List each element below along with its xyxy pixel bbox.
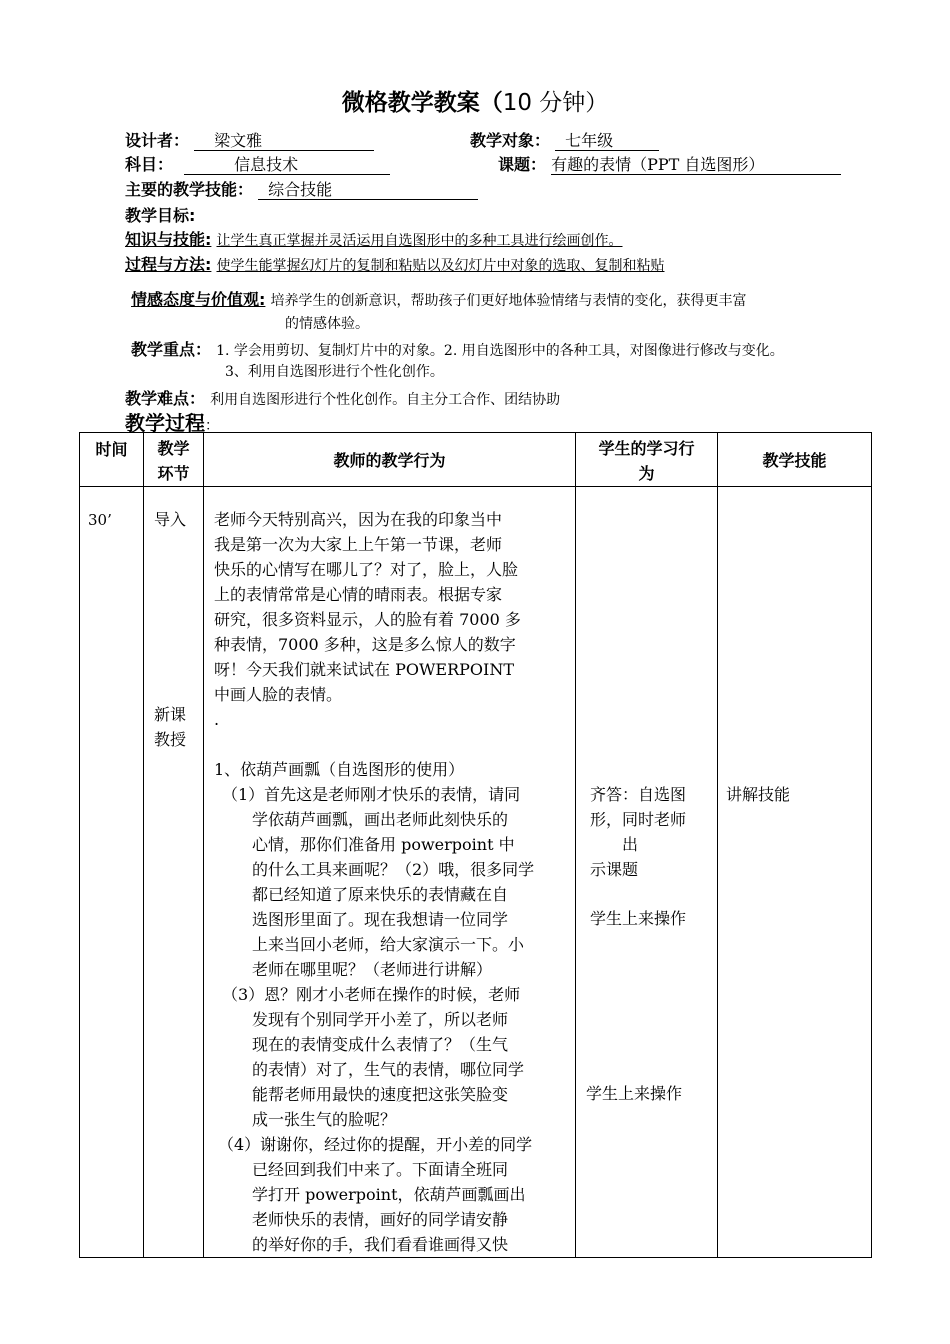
teacher-text-line: 的什么工具来画呢？（2）哦，很多同学 [252,860,535,879]
teaching-process-table [79,432,872,1258]
teacher-text-line: 快乐的心情写在哪儿了？对了，脸上，人脸 [214,560,519,579]
header-time: 时间 [80,433,144,487]
teacher-text-line: 呀！今天我们就来试试在 POWERPOINT [214,660,515,679]
topic-row [498,152,841,175]
teacher-text-line: 选图形里面了。现在我想请一位同学 [252,910,509,929]
teacher-text-line: 中画人脸的表情。 [214,685,343,704]
teacher-text-line: . [214,710,220,729]
designer-value: 梁文雅 [194,131,374,151]
teacher-text-line: 研究，很多资料显示，人的脸有着 7000 多 [214,610,521,629]
time-cell: 30’ [80,487,144,1258]
teacher-text-line: 上的表情常常是心情的晴雨表。根据专家 [214,585,503,604]
attitude-label: 情感态度与价值观: [131,290,266,309]
skill-cell [718,487,872,1258]
teacher-text-line: 成一张生气的脸呢？ [252,1110,397,1129]
key-row [131,337,784,360]
teacher-text-line: 能帮老师用最快的速度把这张笑脸变 [252,1085,509,1104]
teacher-text-line [214,732,575,757]
skill-value-cell: 讲解技能 [726,785,791,804]
student-line-2: 形，同时老师 [590,810,687,829]
stage-cell [144,487,204,1258]
designer-label: 设计者： [125,131,190,150]
header-student: 学生的学习行 为 [576,433,718,487]
difficulty-row [125,386,560,409]
header-skill: 教学技能 [718,433,872,487]
student-line-6: 学生上来操作 [586,1084,683,1103]
teacher-text-line: 的举好你的手，我们看看谁画得又快 [252,1235,509,1254]
subject-value: 信息技术 [184,155,390,175]
teacher-cell [204,487,576,1258]
subject-label: 科目： [125,155,174,174]
table-header-row [80,433,872,487]
teacher-text-line: 上来当回小老师，给大家演示一下。小 [252,935,525,954]
student-cell [576,487,718,1258]
process-text: 使学生能掌握幻灯片的复制和粘贴以及幻灯片中对象的选取、复制和粘贴 [216,258,665,274]
teacher-text-line: 心情，那你们准备用 powerpoint 中 [252,835,515,854]
document-title: 微格教学教案（10 分钟） [341,90,609,116]
teacher-text-line: 老师在哪里呢？（老师进行讲解） [252,960,493,979]
teacher-text-line: 发现有个别同学开小差了，所以老师 [252,1010,509,1029]
teacher-text-line: 学依葫芦画瓢，画出老师此刻快乐的 [252,810,509,829]
difficulty-label: 教学难点： [125,389,206,408]
attitude-row [131,287,747,310]
skill-label: 主要的教学技能： [125,180,254,199]
process-title: 教学过程： [125,411,219,435]
process-label: 过程与方法: [125,255,212,274]
document-duration: 10 分钟） [502,90,609,116]
topic-label: 课题： [498,155,547,174]
attitude-text-1: 培养学生的创新意识，帮助孩子们更好地体验情绪与表情的变化，获得更丰富 [270,293,747,309]
audience-value: 七年级 [555,131,659,151]
table-row [80,487,872,1258]
process-row [125,252,665,275]
attitude-text-2: 的情感体验。 [285,316,369,332]
knowledge-row [125,227,623,250]
teacher-text-line: 我是第一次为大家上上午第一节课，老师 [214,535,503,554]
difficulty-text: 利用自选图形进行个性化创作。自主分工合作、团结协助 [210,392,561,408]
teacher-text-line: 现在的表情变成什么表情了？（生气 [252,1035,509,1054]
skill-value: 综合技能 [258,180,478,200]
header-stage: 教学 环节 [144,433,204,487]
teacher-text-line: 老师快乐的表情，画好的同学请安静 [252,1210,509,1229]
teacher-text-line: 学打开 powerpoint，依葫芦画瓢画出 [252,1185,526,1204]
header-teacher: 教师的教学行为 [204,433,576,487]
designer-row [125,128,374,151]
student-line-4: 示课题 [590,860,639,879]
teacher-text-line: （1）首先这是老师刚才快乐的表情，请同 [222,785,521,804]
audience-row [470,128,659,151]
objectives-label: 教学目标: [125,206,196,225]
key-label: 教学重点： [131,340,212,359]
teacher-text-line: 1、依葫芦画瓢（自选图形的使用） [214,760,465,779]
teacher-text-line: 都已经知道了原来快乐的表情藏在自 [252,885,509,904]
stage-intro: 导入 [154,510,187,529]
teacher-text-line: 已经回到我们中来了。下面请全班同 [252,1160,509,1179]
teacher-text-line: 的表情）对了，生气的表情，哪位同学 [252,1060,525,1079]
knowledge-label: 知识与技能: [125,230,212,249]
key-text-2: 3、利用自选图形进行个性化创作。 [225,364,444,380]
student-line-3: 出 [622,835,639,854]
student-line-1: 齐答：自选图 [590,785,687,804]
topic-value: 有趣的表情（PPT 自选图形） [551,155,841,175]
teacher-text-line: （3）恩？刚才小老师在操作的时候，老师 [222,985,521,1004]
key-text-1: 1. 学会用剪切、复制灯片中的对象。2. 用自选图形中的各种工具，对图像进行修改与变化。 [216,343,784,359]
subject-row [125,152,390,175]
audience-label: 教学对象： [470,131,551,150]
student-line-5: 学生上来操作 [590,909,687,928]
skill-row [125,177,478,200]
stage-new-2: 教授 [154,730,187,749]
teacher-text-line: （4）谢谢你，经过你的提醒，开小差的同学 [218,1135,533,1154]
knowledge-text: 让学生真正掌握并灵活运用自选图形中的多种工具进行绘画创作。 [216,233,623,249]
teacher-text-line: 老师今天特别高兴，因为在我的印象当中 [214,510,503,529]
stage-new-1: 新课 [154,705,187,724]
teacher-text-line: 种表情，7000 多种，这是多么惊人的数字 [214,635,516,654]
